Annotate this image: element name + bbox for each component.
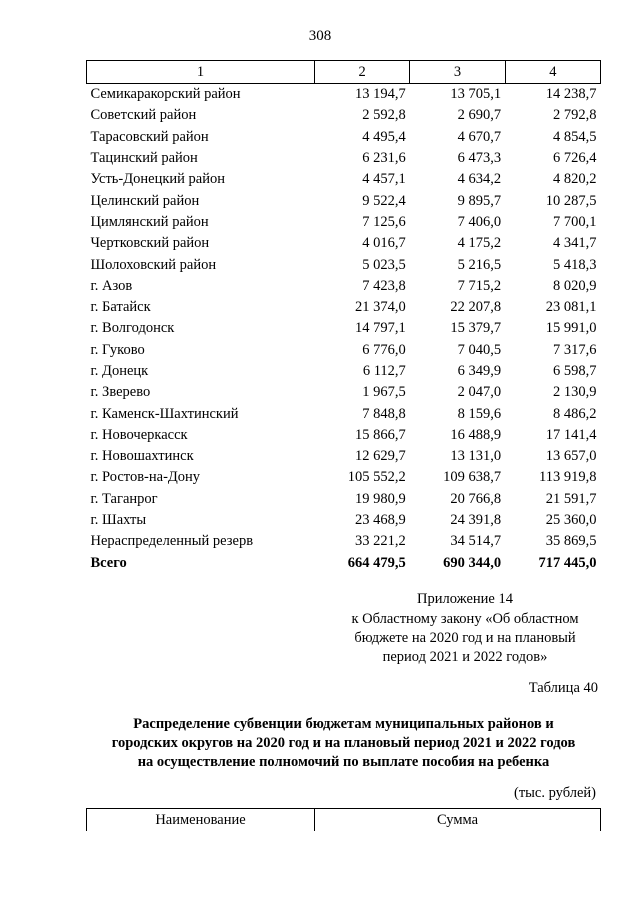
value-2021: 4 670,7 xyxy=(457,128,502,145)
row-name: Целинский район xyxy=(90,192,200,209)
row-name: г. Новошахтинск xyxy=(90,448,194,465)
table-number: Таблица 40 xyxy=(528,680,598,696)
value-2021: 4 634,2 xyxy=(457,171,502,188)
value-2022: 4 820,2 xyxy=(553,171,597,188)
value-2020: 2 592,8 xyxy=(362,107,406,124)
value-2021: 109 638,7 xyxy=(443,469,502,486)
col-sum-header: Сумма xyxy=(315,809,601,832)
subvention-table xyxy=(86,60,601,574)
value-2020: 14 797,1 xyxy=(355,320,406,337)
value-2022: 5 418,3 xyxy=(553,256,597,273)
value-2021: 7 715,2 xyxy=(457,277,502,294)
value-2022: 17 141,4 xyxy=(545,426,597,443)
row-name: г. Каменск-Шахтинский xyxy=(90,405,239,422)
table-header-row xyxy=(87,61,601,84)
table-row xyxy=(87,425,601,446)
heading-line: городских округов на 2020 год и на плановый период 2021 и 2022 годов xyxy=(111,735,576,751)
value-2020: 7 848,8 xyxy=(362,405,406,422)
value-2021: 6 349,9 xyxy=(457,363,502,379)
table-row xyxy=(87,254,601,275)
value-2021: 22 207,8 xyxy=(450,299,502,316)
table-row xyxy=(87,489,601,510)
value-2020: 5 023,5 xyxy=(362,256,406,273)
value-2022: 4 854,5 xyxy=(553,128,597,145)
col-name-header: Наименование xyxy=(87,809,315,832)
next-table-header xyxy=(86,808,601,831)
value-2020: 15 866,7 xyxy=(355,426,406,443)
value-2021: 7 406,0 xyxy=(457,213,502,230)
value-2020: 1 967,5 xyxy=(362,384,406,401)
value-2020: 33 221,2 xyxy=(355,533,406,550)
row-name: Нераспределенный резерв xyxy=(90,533,254,550)
value-2022: 7 317,6 xyxy=(553,341,597,358)
heading-line: на осуществление полномочий по выплате пособия на ребенка xyxy=(137,754,550,770)
value-2020: 6 112,7 xyxy=(362,363,406,379)
value-2020: 21 374,0 xyxy=(355,299,406,316)
row-name: Семикаракорский район xyxy=(90,86,241,103)
value-2021: 4 175,2 xyxy=(457,235,502,252)
table-row xyxy=(87,382,601,403)
table-row xyxy=(87,340,601,361)
row-name: г. Гуково xyxy=(90,341,145,358)
row-name: г. Таганрог xyxy=(90,490,158,507)
value-2020: 7 423,8 xyxy=(362,277,406,294)
row-name: г. Новочеркасск xyxy=(90,426,188,443)
table-row xyxy=(87,297,601,318)
table-row xyxy=(87,190,601,211)
table-row xyxy=(87,169,601,190)
value-2021: 13 705,1 xyxy=(450,86,502,103)
table-row xyxy=(87,276,601,297)
value-2020: 7 125,6 xyxy=(362,213,406,230)
row-name: г. Волгодонск xyxy=(90,320,175,337)
header-col-4: 4 xyxy=(505,61,600,84)
value-2021: 15 379,7 xyxy=(450,320,502,337)
value-2022: 14 238,7 xyxy=(545,86,597,103)
row-name: Чертковский район xyxy=(90,235,210,252)
value-2022: 113 919,8 xyxy=(539,469,597,486)
table-row xyxy=(87,127,601,148)
total-row xyxy=(87,553,601,574)
value-2021: 20 766,8 xyxy=(450,490,502,507)
value-2022: 8 486,2 xyxy=(553,405,597,422)
value-2020: 6 231,6 xyxy=(362,150,406,167)
value-2022: 21 591,7 xyxy=(545,490,597,507)
value-2021: 2 047,0 xyxy=(457,384,502,401)
row-name: Усть-Донецкий район xyxy=(90,171,225,188)
value-2022: 6 598,7 xyxy=(553,363,597,379)
value-2022: 15 991,0 xyxy=(545,320,597,337)
row-name: г. Батайск xyxy=(90,299,151,316)
table-row xyxy=(87,105,601,126)
value-2021: 24 391,8 xyxy=(450,512,502,529)
value-2020: 13 194,7 xyxy=(355,86,406,103)
value-2021: 690 344,0 xyxy=(443,554,502,571)
value-2022: 2 792,8 xyxy=(553,107,597,124)
row-name: Тарасовский район xyxy=(90,128,209,145)
value-2022: 717 445,0 xyxy=(538,554,597,571)
value-2022: 35 869,5 xyxy=(545,533,597,550)
value-2021: 6 473,3 xyxy=(457,150,502,167)
header-col-1: 1 xyxy=(87,61,315,84)
value-2020: 4 457,1 xyxy=(362,171,406,188)
value-2020: 105 552,2 xyxy=(347,469,406,486)
table-row xyxy=(87,233,601,254)
value-2022: 4 341,7 xyxy=(553,235,597,252)
value-2020: 4 016,7 xyxy=(362,235,406,252)
value-2021: 5 216,5 xyxy=(457,256,502,273)
value-2020: 12 629,7 xyxy=(355,448,406,465)
value-2021: 7 040,5 xyxy=(457,341,502,358)
row-name: г. Зверево xyxy=(90,384,151,401)
table-row xyxy=(87,148,601,169)
value-2020: 664 479,5 xyxy=(347,554,406,571)
row-name: г. Азов xyxy=(90,277,133,294)
value-2021: 2 690,7 xyxy=(457,107,502,124)
row-name: Тацинский район xyxy=(90,150,198,167)
table-row xyxy=(87,446,601,467)
value-2022: 10 287,5 xyxy=(545,192,597,209)
page-number: 308 xyxy=(308,28,332,44)
value-2022: 7 700,1 xyxy=(553,213,597,230)
value-2020: 6 776,0 xyxy=(362,341,406,358)
value-2022: 2 130,9 xyxy=(553,384,597,401)
value-2021: 34 514,7 xyxy=(450,533,502,550)
table-heading xyxy=(86,715,601,772)
value-2020: 4 495,4 xyxy=(362,128,406,145)
row-name: Всего xyxy=(90,554,127,571)
table-row xyxy=(87,361,601,382)
row-name: Цимлянский район xyxy=(90,213,209,230)
appendix-line: период 2021 и 2022 годов» xyxy=(382,649,548,665)
header-col-3: 3 xyxy=(410,61,505,84)
row-name: Шолоховский район xyxy=(90,256,217,273)
units-label: (тыс. рублей) xyxy=(514,785,596,801)
value-2022: 25 360,0 xyxy=(545,512,597,529)
table-row xyxy=(87,403,601,424)
row-name: г. Шахты xyxy=(90,512,147,529)
table-row xyxy=(87,510,601,531)
header-col-2: 2 xyxy=(314,61,409,84)
row-name: г. Ростов-на-Дону xyxy=(90,469,201,486)
value-2022: 23 081,1 xyxy=(545,299,597,316)
value-2022: 13 657,0 xyxy=(545,448,597,465)
appendix-reference xyxy=(330,610,600,667)
table-row xyxy=(87,531,601,552)
row-name: г. Донецк xyxy=(90,363,149,379)
appendix-line: бюджете на 2020 год и на плановый xyxy=(354,630,576,646)
value-2021: 8 159,6 xyxy=(457,405,502,422)
value-2021: 13 131,0 xyxy=(450,448,502,465)
value-2022: 6 726,4 xyxy=(553,150,597,167)
value-2021: 16 488,9 xyxy=(450,426,502,443)
row-name: Советский район xyxy=(90,107,197,124)
value-2021: 9 895,7 xyxy=(457,192,502,209)
table-row xyxy=(87,318,601,339)
value-2022: 8 020,9 xyxy=(553,277,597,294)
table-row xyxy=(87,84,601,106)
appendix-title: Приложение 14 xyxy=(417,591,513,607)
heading-line: Распределение субвенции бюджетам муниципальных районов и xyxy=(133,716,554,732)
value-2020: 19 980,9 xyxy=(355,490,406,507)
appendix-line: к Областному закону «Об областном xyxy=(351,611,579,627)
value-2020: 23 468,9 xyxy=(355,512,406,529)
table-row xyxy=(87,467,601,488)
table-row xyxy=(87,212,601,233)
value-2020: 9 522,4 xyxy=(362,192,406,209)
